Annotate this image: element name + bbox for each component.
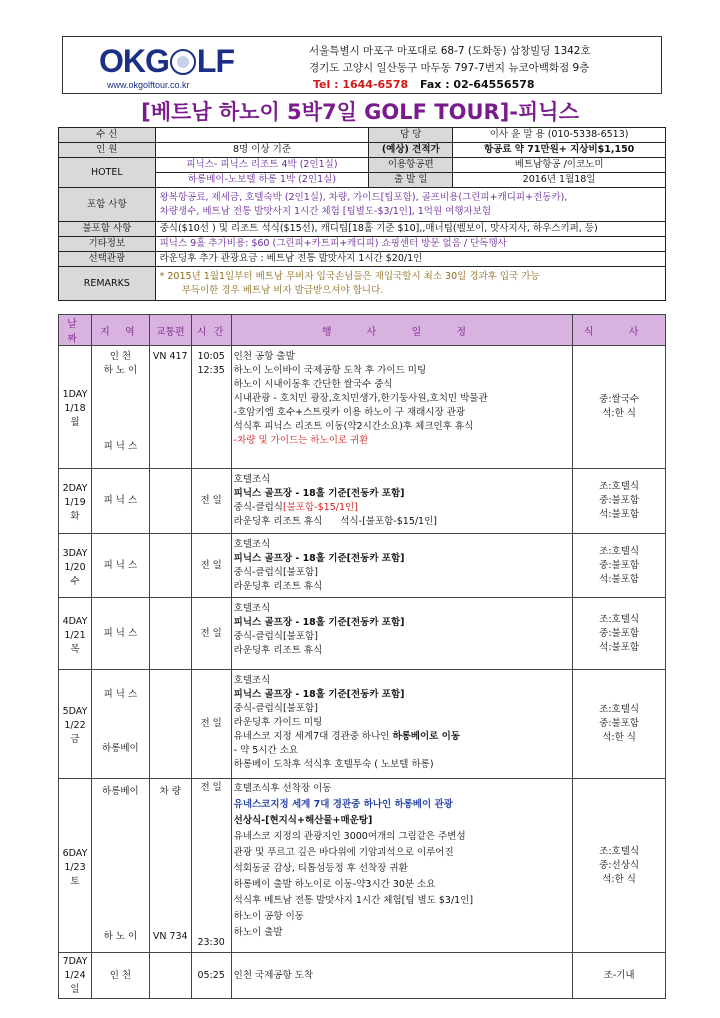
day-row [59,598,666,670]
day-number: 4DAY [62,615,88,627]
fax-number: Fax : 02-64556578 [419,78,535,91]
meal-cell [573,670,666,779]
charge-label: 담 당 [369,128,453,143]
day-row [59,670,666,779]
schedule-line: 라운딩후 가이드 미팅 [233,717,323,728]
meal: 중:쌀국수 [599,394,640,405]
company-logo [99,43,319,79]
transport-cell: VN 417 [149,346,191,469]
meal: 중:선상식 [599,859,640,871]
schedule-cell [231,598,573,670]
day-weekday: 토 [70,875,80,887]
region: 하롱베이 [102,743,139,754]
airline-value: 베트남항공 /이코노미 [453,158,666,173]
header-time: 시 간 [191,315,231,346]
schedule-line: 피닉스 골프장 - 18홀 기준[전동카 포함] [233,553,405,564]
meal: 석:한 식 [602,732,636,743]
receiver-value [155,128,369,143]
schedule-line: 피닉스 골프장 - 18홀 기준[전동카 포함] [233,689,405,700]
region-cell: 인 천 [91,953,149,999]
schedule-line: -호암키엠 호수+스트릿카 이용 하노이 구 재래시장 관광 [233,407,466,418]
region-cell: 피 닉 스 [91,534,149,598]
day-cell [59,953,92,999]
meal: 중:불포함 [599,627,640,639]
header-meal: 식 사 [573,315,666,346]
transport: VN 734 [152,931,188,942]
schedule-line [234,730,571,744]
schedule-line [234,515,571,529]
tel-number: Tel : 1644-6578 [313,78,409,91]
day-row [59,469,666,534]
tour-info-table [58,127,666,301]
meal: 조:호텔식 [599,545,640,557]
schedule-cell [231,670,573,779]
time: 23:30 [197,937,225,948]
region: 피 닉 스 [103,689,138,700]
meal: 중:불포함 [599,718,640,729]
region: 하롱베이 [102,786,139,797]
golf-ball-icon [170,49,196,75]
schedule-line: 중식-클럽식[불포함] [233,703,318,714]
time-cell: 05:25 [191,953,231,999]
region-cell: 피 닉 스 [91,469,149,534]
depart-value: 2016년 1월18일 [453,173,666,188]
schedule-line: 인천 국제공항 도착 [233,969,314,981]
region-cell [91,779,149,953]
remarks-line-2: 부득이한 경우 베트남 비자 발급받으셔야 합니다. [181,284,384,296]
region: 피 닉 스 [103,441,138,452]
etc-label: 기타정보 [59,237,156,252]
schedule-text: 중식-클럽식 [233,502,283,513]
day-weekday: 월 [70,417,80,428]
letterhead [62,36,662,94]
region-cell [91,346,149,469]
schedule-line: 호텔조식 [233,603,271,614]
schedule-cell [231,346,573,469]
itinerary-header-row [59,315,666,346]
transport-cell [149,534,191,598]
include-value [155,188,665,222]
document-title: [베트남 하노이 5박7일 GOLF TOUR]-피닉스 [141,100,579,124]
remarks-line-1: * 2015년 1월1일부터 베트남 무비자 입국손님들은 재입국할시 최소 30일 경과후 입국 가능 [159,270,540,282]
time: 12:35 [197,365,225,376]
schedule-line: 라운딩후 리조트 휴식 [233,581,323,592]
schedule-cell [231,779,573,953]
day-weekday: 금 [70,734,80,745]
meal-cell [573,953,666,999]
schedule-line: 하롱베이 도착후 석식후 호텔투숙 ( 노보텔 하롱) [233,759,434,770]
time-cell: 전 일 [191,598,231,670]
transport-cell [149,670,191,779]
contact-numbers [313,78,535,91]
depart-label: 출 발 일 [369,173,453,188]
day-number: 7DAY [62,955,88,967]
meal: 석:불포함 [599,573,640,585]
meal-cell [573,346,666,469]
include-label: 포함 사항 [59,188,156,222]
header-schedule: 행 사 일 정 [231,315,573,346]
estimate-label: (예상) 견적가 [369,143,453,158]
schedule-line [234,501,571,515]
day-row [59,534,666,598]
schedule-line: 호텔조식 [233,474,271,485]
schedule-line: 라운딩후 리조트 휴식 [233,645,323,656]
time: 전 일 [200,782,222,793]
schedule-line: 유네스코지정 세계 7대 경관중 하나인 하롱베이 관광 [233,799,453,810]
meal: 석:불포함 [599,641,640,653]
schedule-line: 시내관광 - 호치민 광장,호치민생가,한기둥사원,호치민 박물관 [233,393,488,404]
remarks-value [155,267,665,301]
meal-cell [573,779,666,953]
region-cell [91,670,149,779]
schedule-highlight: 하롱베이로 이동 [392,731,460,742]
header-region: 지 역 [91,315,149,346]
meal: 조:호텔식 [599,845,640,857]
schedule-cell [231,469,573,534]
day-weekday: 일 [70,983,80,995]
schedule-line: 중식-클럽식[불포함] [233,631,318,642]
include-line-1: 왕복항공료, 제세금, 호텔숙박 (2인1실), 차량, 가이드[팁포함), 골프비용(그린피+캐디피+전동카), [159,191,568,203]
address-line-2: 경기도 고양시 일산동구 마두동 797-7번지 뉴코아백화점 9층 [309,62,590,74]
meal: 석:불포함 [599,509,640,520]
schedule-note: [불포함-$15/1인] [282,502,358,513]
meal: 석:한 식 [602,408,636,419]
day-row [59,779,666,953]
day-date: 1/20 [64,561,86,573]
time-cell: 전 일 [191,534,231,598]
meal: 중:불포함 [599,559,640,571]
day-row [59,346,666,469]
address-line-1: 서울특별시 마포구 마포대로 68-7 (도화동) 삼창빌딩 1342호 [309,45,591,57]
people-value: 8명 이상 기준 [155,143,369,158]
time-cell: 전 일 [191,670,231,779]
schedule-line: -차량 및 가이드는 하노이로 귀환 [233,435,369,446]
estimate-value: 항공료 약 71만원+ 지상비$1,150 [453,143,666,158]
schedule-line: 하노이 시내이동후 간단한 쌀국수 중식 [233,379,393,390]
exclude-label: 불포함 사항 [59,222,156,237]
day-date: 1/18 [64,403,86,414]
transport-cell [149,779,191,953]
region-cell: 피 닉 스 [91,598,149,670]
day-number: 6DAY [62,847,88,859]
day-cell [59,779,92,953]
include-line-2: 차량생수, 베트남 전통 발맛사지 1시간 체험 [팁별도-$3/1인], 1억원 여행자보험 [159,205,492,217]
day-cell [59,670,92,779]
day-cell [59,346,92,469]
schedule-line: 하노이 공항 이동 [233,911,304,922]
day-cell [59,469,92,534]
day-date: 1/24 [64,969,86,981]
schedule-text: 라운딩후 리조트 휴식 [233,516,323,527]
schedule-line: 하노이 출발 [233,927,283,938]
schedule-cell [231,953,573,999]
schedule-line: - 약 5시간 소요 [233,745,299,756]
day-weekday: 화 [70,511,80,522]
day-cell [59,534,92,598]
charge-value: 이사 윤 말 용 (010-5338-6513) [453,128,666,143]
airline-label: 이용항공편 [369,158,453,173]
day-date: 1/22 [64,720,86,731]
people-label: 인 원 [59,143,156,158]
schedule-line: 중식-클럽식[불포함] [233,567,318,578]
meal: 조-기내 [603,969,635,981]
schedule-line: 호텔조식후 선착장 이동 [233,783,332,794]
schedule-cell [231,534,573,598]
hotel-label: HOTEL [59,158,156,188]
receiver-label: 수 신 [59,128,156,143]
day-number: 1DAY [62,389,88,400]
schedule-line: 선상식-[현지식+해산물+매운탕] [233,815,373,826]
company-address [309,43,591,77]
company-url[interactable]: www.okgolftour.co.kr [107,80,190,90]
transport-cell [149,469,191,534]
schedule-line: 석회동굴 감상, 티톱섬등정 후 선착장 귀환 [233,863,408,874]
time-cell [191,346,231,469]
schedule-text: 유네스코 지정 세계7대 경관중 하나인 [233,731,393,742]
day-date: 1/19 [64,497,86,508]
day-weekday: 목 [70,643,80,655]
schedule-note: 석식-[불포함-$15/1인] [340,516,437,527]
schedule-line: 피닉스 골프장 - 18홀 기준[전동카 포함] [233,488,405,499]
schedule-line: 석식후 피닉스 리조트 이동(약2시간소요)후 체크인후 휴식 [233,421,474,432]
exclude-value: 중식($10선 ) 및 리조트 석식($15선), 캐디팁[18홀 기준 $10],,매너팁(벨보이, 맛사지사, 하우스키퍼, 등) [155,222,665,237]
transport: 차 량 [159,786,181,797]
day-date: 1/23 [64,861,86,873]
day-cell [59,598,92,670]
meal: 조:호텔식 [599,704,640,715]
etc-value: 피닉스 9홀 추가비용: $60 (그린피+카트피+캐디피) 쇼핑센터 방문 없음 / 단독행사 [155,237,665,252]
time-cell: 전 일 [191,469,231,534]
schedule-line: 인천 공항 출발 [233,351,295,362]
meal: 중:불포함 [599,495,640,506]
time-cell [191,779,231,953]
meal-cell [573,534,666,598]
day-weekday: 수 [70,575,80,587]
header-transport: 교통편 [149,315,191,346]
meal-cell [573,469,666,534]
transport-cell [149,598,191,670]
option-label: 선택관광 [59,252,156,267]
region: 하 노 이 [103,365,138,376]
logo-text: OKG LF [99,43,234,79]
meal: 조:호텔식 [599,481,640,492]
day-date: 1/21 [64,629,86,641]
hotel-line-1: 피닉스- 피닉스 리조트 4박 (2인1실) [155,158,369,173]
schedule-line: 하롱베이 출발 하노이로 이동-약3시간 30분 소요 [233,879,436,890]
schedule-line: 석식후 베트남 전통 발맛사지 1시간 체험[팁 별도 $3/1인] [233,895,474,906]
itinerary-table [58,314,666,999]
meal-cell [573,598,666,670]
day-number: 2DAY [62,483,88,494]
schedule-line: 하노이 노이바이 국제공항 도착 후 가이드 미팅 [233,365,427,376]
schedule-line: 호텔조식 [233,675,271,686]
region: 인 천 [109,351,132,362]
header-date: 날 짜 [59,315,92,346]
schedule-line: 관광 및 푸르고 깊은 바다위에 기암괴석으로 이루어진 [233,847,454,858]
remarks-label: REMARKS [59,267,156,301]
day-row [59,953,666,999]
day-number: 5DAY [62,706,88,717]
day-number: 3DAY [62,547,88,559]
hotel-line-2: 하롱베이-노보텔 하롱 1박 (2인1실) [155,173,369,188]
region: 하 노 이 [103,931,138,942]
time: 10:05 [197,351,225,362]
schedule-line: 피닉스 골프장 - 18홀 기준[전동카 포함] [233,617,405,628]
schedule-line: 유네스코 지정의 관광지인 3000여개의 그림같은 주변섬 [233,831,466,842]
option-value: 라운딩후 추가 관광요금 : 베트남 전통 발맛사지 1시간 $20/1인 [155,252,665,267]
schedule-line: 호텔조식 [233,539,271,550]
transport-cell [149,953,191,999]
meal: 석:한 식 [602,873,636,885]
meal: 조:호텔식 [599,613,640,625]
